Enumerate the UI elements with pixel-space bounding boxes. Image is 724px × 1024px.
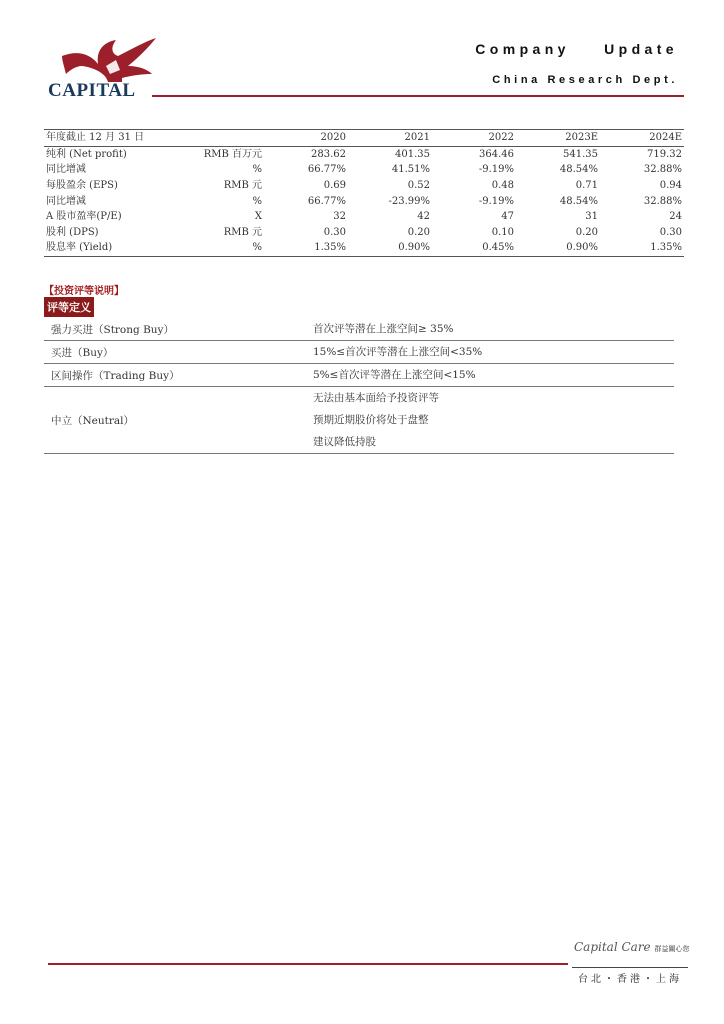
value-cell: 283.62: [311, 148, 346, 160]
rating-row: [44, 341, 674, 364]
value-cell: 0.71: [575, 180, 598, 192]
value-cell: -9.19%: [478, 164, 514, 176]
unit-cell: RMB 元: [223, 226, 262, 238]
rating-label: 买进（Buy）: [44, 341, 313, 364]
value-cell: 24: [669, 211, 682, 223]
table-row: [44, 146, 684, 162]
rating-definition-tab: 评等定义: [44, 297, 94, 317]
header-cell: 2024E: [600, 130, 684, 147]
rating-description-line: 5%≤首次评等潜在上涨空间<15%: [313, 369, 476, 381]
unit-cell: %: [252, 195, 262, 207]
row-label-cell: 同比增减: [46, 195, 86, 207]
header-cell: 2020: [264, 130, 348, 147]
value-cell: 32.88%: [643, 195, 682, 207]
table-row: [44, 162, 684, 178]
row-label-cell: A 股市盈率(P/E): [46, 211, 122, 223]
rating-description: [313, 341, 674, 364]
header-cell: 年度截止 12 月 31 日: [44, 130, 174, 147]
rating-description-line: 首次评等潜在上涨空间≥ 35%: [313, 323, 454, 335]
value-cell: 0.30: [323, 226, 346, 238]
header-cell: 2021: [348, 130, 432, 147]
table-row: [44, 240, 684, 256]
unit-cell: %: [174, 240, 264, 256]
rating-description-line: 预期近期股价将处于盘整: [313, 414, 429, 426]
table-row: [44, 178, 684, 194]
rating-row: [44, 318, 674, 341]
value-cell: 541.35: [563, 148, 598, 160]
row-label-cell: 纯利 (Net profit): [46, 148, 127, 160]
value-cell: 32: [333, 211, 346, 223]
value-cell: 1.35%: [264, 240, 348, 256]
table-row: [44, 193, 684, 209]
footer-brand-script: Capital Care: [574, 940, 651, 954]
financial-summary-table: [44, 129, 684, 257]
rating-label: 区间操作（Trading Buy）: [44, 364, 313, 387]
rating-description: [313, 387, 674, 454]
rating-description: [313, 364, 674, 387]
rating-description-line: 无法由基本面给予投资评等: [313, 392, 439, 404]
value-cell: 364.46: [479, 148, 514, 160]
row-label-cell: 每股盈余 (EPS): [46, 180, 118, 192]
footer-divider: [48, 963, 568, 965]
unit-cell: RMB 元: [223, 180, 262, 192]
value-cell: 42: [417, 211, 430, 223]
value-cell: -23.99%: [388, 195, 430, 207]
value-cell: 0.20: [407, 226, 430, 238]
unit-cell: X: [254, 211, 262, 223]
rating-section-label: 【投资评等说明】: [44, 286, 124, 297]
row-label-cell: 股息率 (Yield): [44, 240, 174, 256]
table-header-row: [44, 130, 684, 147]
value-cell: 401.35: [395, 148, 430, 160]
value-cell: 0.30: [659, 226, 682, 238]
value-cell: 31: [585, 211, 598, 223]
footer-divider-thin: [572, 967, 688, 968]
value-cell: 66.77%: [307, 195, 346, 207]
footer-cities: 台北・香港・上海: [578, 974, 682, 985]
value-cell: 719.32: [647, 148, 682, 160]
value-cell: 0.90%: [516, 240, 600, 256]
rating-description-line: 15%≤首次评等潜在上涨空间<35%: [313, 346, 483, 358]
unit-cell: RMB 百万元: [203, 148, 262, 160]
rating-row: [44, 364, 674, 387]
rating-description-line: 建议降低持股: [313, 436, 376, 448]
rating-label: 中立（Neutral）: [44, 387, 313, 454]
value-cell: 0.20: [575, 226, 598, 238]
rating-label: 强力买进（Strong Buy）: [44, 318, 313, 341]
report-type-title: Company Update: [475, 41, 678, 57]
value-cell: 66.77%: [307, 164, 346, 176]
value-cell: 0.45%: [432, 240, 516, 256]
value-cell: 41.51%: [391, 164, 430, 176]
header-divider: [152, 95, 684, 97]
value-cell: 0.48: [491, 180, 514, 192]
value-cell: 32.88%: [643, 164, 682, 176]
logo-wordmark: CAPITAL: [48, 80, 136, 101]
value-cell: 0.94: [659, 180, 682, 192]
value-cell: 0.10: [491, 226, 514, 238]
unit-cell: %: [252, 164, 262, 176]
header-cell: [174, 130, 264, 147]
footer-brand-cn: 群益關心您: [654, 945, 690, 953]
row-label-cell: 股利 (DPS): [46, 226, 99, 238]
value-cell: 0.69: [323, 180, 346, 192]
value-cell: 0.52: [407, 180, 430, 192]
table-row: [44, 225, 684, 241]
value-cell: 47: [501, 211, 514, 223]
department-subtitle: China Research Dept.: [492, 74, 678, 86]
table-row: [44, 209, 684, 225]
value-cell: 48.54%: [559, 195, 598, 207]
header-cell: 2022: [432, 130, 516, 147]
value-cell: 1.35%: [600, 240, 684, 256]
value-cell: 48.54%: [559, 164, 598, 176]
value-cell: -9.19%: [478, 195, 514, 207]
value-cell: 0.90%: [348, 240, 432, 256]
footer-brand: [574, 940, 694, 954]
rating-description: [313, 318, 674, 341]
rating-row: [44, 387, 674, 454]
header-cell: 2023E: [516, 130, 600, 147]
row-label-cell: 同比增减: [46, 164, 86, 176]
rating-definition-table: [44, 318, 674, 454]
